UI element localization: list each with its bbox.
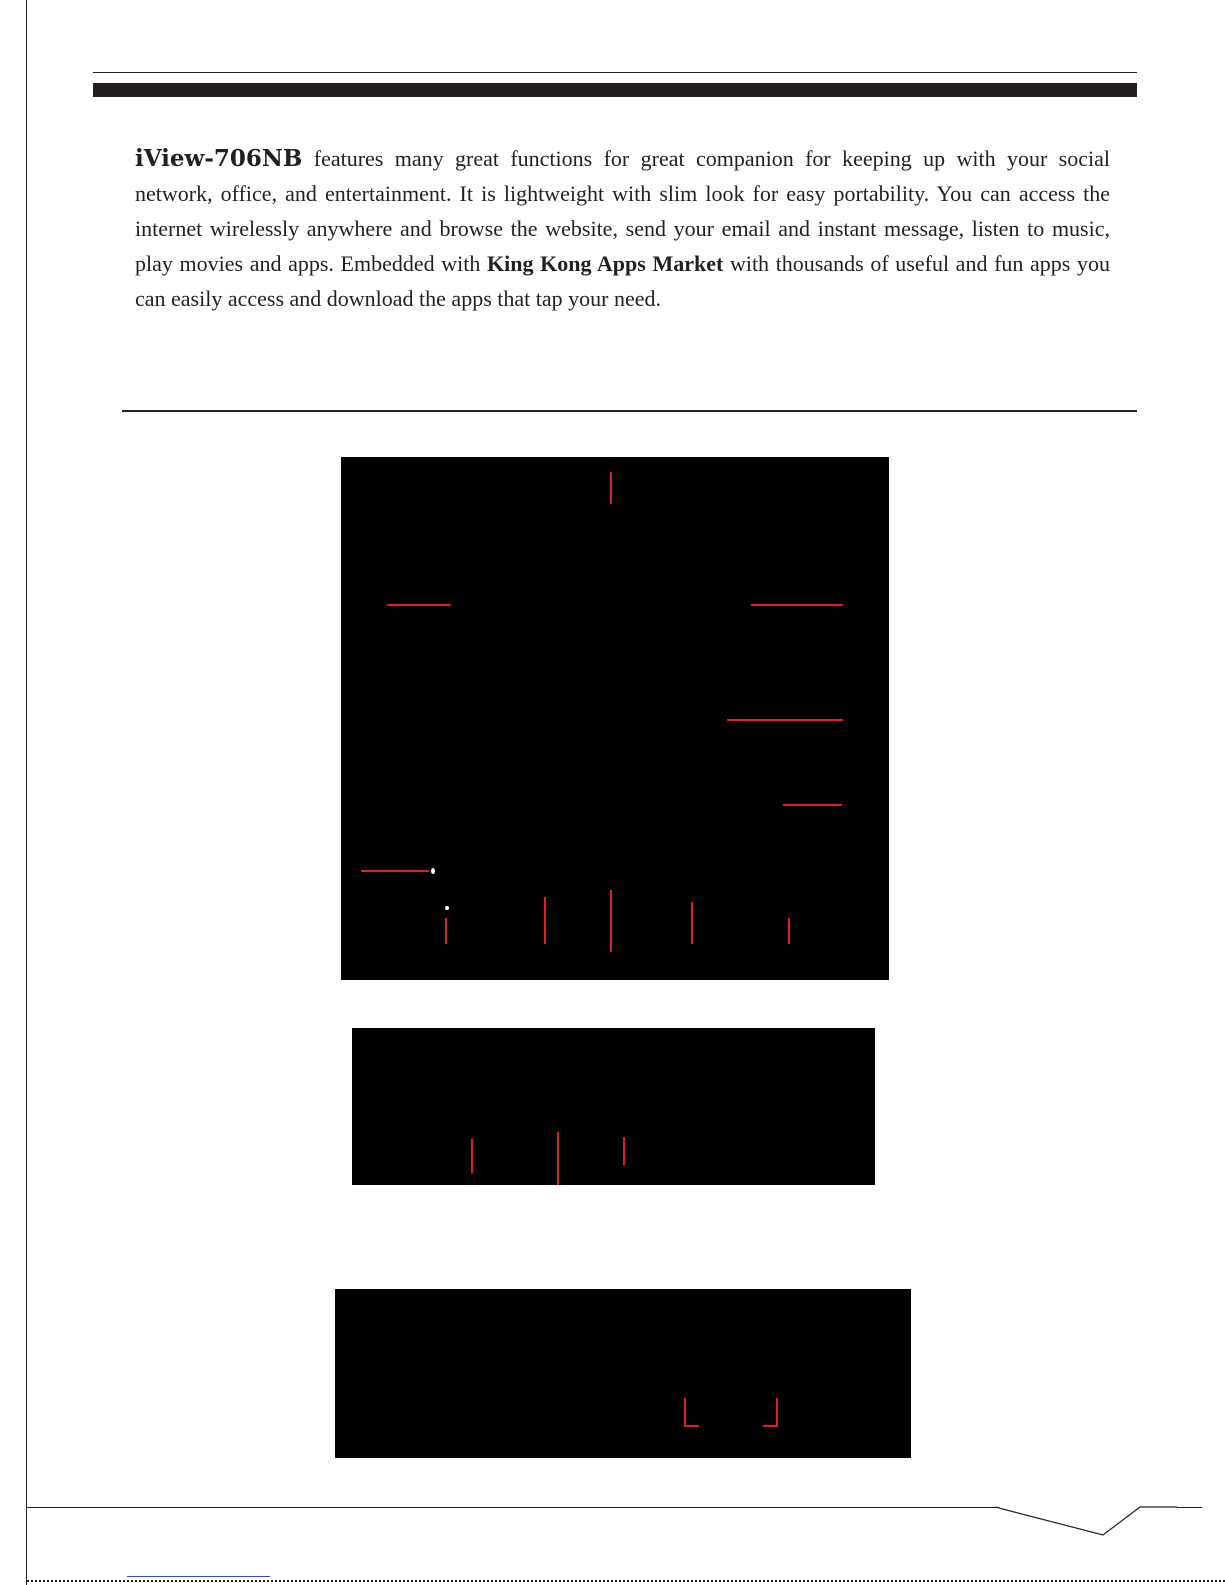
callout-bracket [684, 1398, 686, 1427]
callout-bracket [763, 1425, 778, 1427]
intro-text-part2: with thousands of useful and fun apps you can easily access and download the apps that tap your need. [135, 251, 1111, 311]
callout-line [783, 804, 842, 806]
indicator-light [445, 906, 449, 910]
indicator-light [431, 868, 435, 874]
callout-line [610, 890, 612, 952]
device-edge-image [335, 1289, 911, 1458]
page-left-border [26, 0, 27, 1585]
callout-line [751, 604, 843, 606]
footer-small-rule [1177, 1507, 1202, 1508]
footer-tab-shape [995, 1502, 1185, 1538]
callout-line [361, 870, 429, 872]
intro-paragraph [135, 141, 1110, 316]
callout-line [387, 604, 451, 606]
callout-line [788, 918, 790, 944]
header-thin-rule [93, 72, 1137, 73]
device-front-image [341, 457, 889, 980]
callout-line [727, 719, 843, 721]
footer-link-underline [127, 1576, 270, 1577]
model-name: iView-706NB [135, 145, 303, 172]
callout-line [557, 1132, 559, 1185]
footer-dashed-rule [27, 1580, 1225, 1582]
callout-bracket [776, 1398, 778, 1427]
callout-line [610, 472, 612, 504]
callout-line [623, 1137, 625, 1165]
section-divider [122, 410, 1137, 412]
app-market-name: King Kong Apps Market [487, 251, 724, 276]
callout-line [445, 918, 447, 944]
callout-line [471, 1139, 473, 1173]
footer-rule [27, 1507, 999, 1508]
device-side-image [352, 1028, 875, 1185]
callout-line [544, 897, 546, 944]
header-bar [93, 83, 1137, 97]
intro-text-part1: features many great functions for great companion for keeping up with your social network, office, and entertainment. It is lightweight with slim look for easy portability. You can access the internet wirelessly anywhere and browse the website, send your email and instant message, listen to music, play movies and apps. Embedded with [135, 146, 1110, 276]
callout-line [691, 902, 693, 944]
callout-bracket [684, 1425, 699, 1427]
